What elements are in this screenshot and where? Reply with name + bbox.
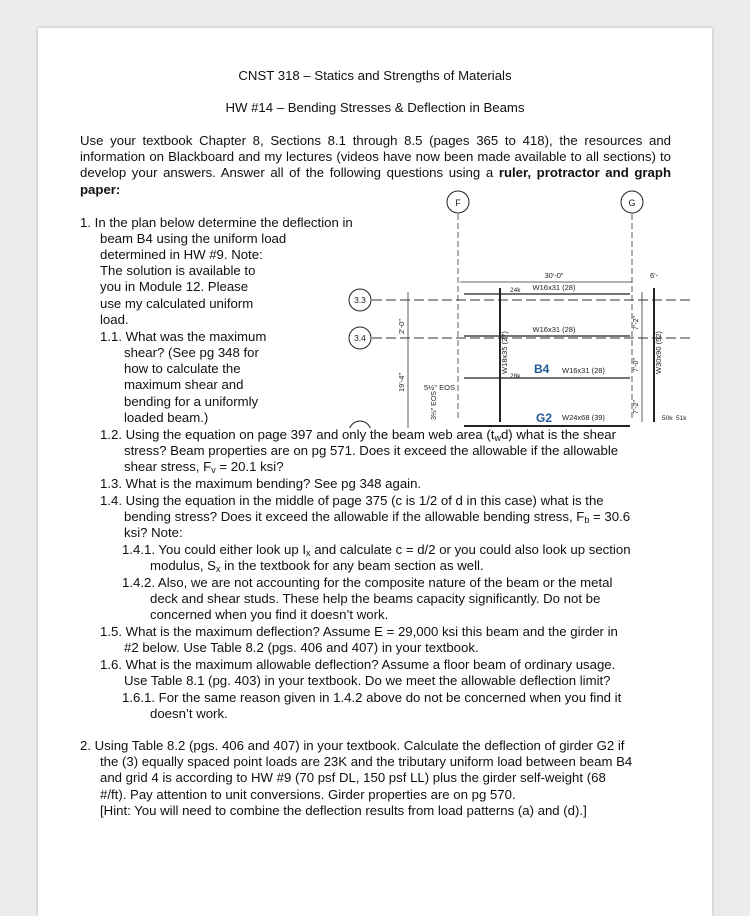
dim-7b-label: 7'-0": [633, 358, 640, 372]
q1-6-line-1: 1.6. What is the maximum allowable deflection? Assume a floor beam of ordinary usage.: [100, 657, 616, 672]
rxn-50-label: 50k: [662, 415, 673, 422]
svg-text:3.3: 3.3: [354, 295, 366, 305]
column-left-size: W18x35 (27): [500, 331, 509, 374]
dim-6-label: 6'-: [650, 271, 659, 280]
grid-bubble-g: [621, 191, 643, 213]
q1-1-line-2: shear? (See pg 348 for: [124, 345, 259, 360]
q1-4-line-3: ksi? Note:: [124, 525, 183, 540]
rxn-51-label: 51k: [676, 415, 687, 422]
dim-2-label: 2'-0": [397, 319, 406, 334]
beam-b4-label: B4: [534, 362, 550, 376]
q1-4-line-2: bending stress? Does it exceed the allowable if the allowable bending stress, $F_b = 30.6$: [124, 509, 631, 525]
dim-30-label: 30'-0": [544, 271, 564, 280]
q2-line-2: the (3) equally spaced point loads are 23K and the tributary uniform load between beam B4: [100, 754, 633, 769]
q1-1-line-6: loaded beam.): [124, 410, 209, 425]
dim-7c-label: 7'-2": [633, 400, 640, 414]
intro-paragraph: Use your textbook Chapter 8, Sections 8.1 through 8.5 (pages 365 to 418), the resources and information on Blackboard and my lectures (videos have now been made available to all sections) to develop your answers. Answer all of the following questions using a ruler, protractor and graph paper:: [80, 133, 672, 197]
q2-line-3: and grid 4 is according to HW #9 (70 psf DL, 150 psf LL) plus the girder self-weight (68: [100, 770, 606, 785]
q1-line-2: beam B4 using the uniform load: [100, 231, 287, 246]
q1-3-line: 1.3. What is the maximum bending? See pg 348 again.: [100, 476, 422, 491]
svg-text:F: F: [455, 198, 461, 208]
dim-19-label: 19'-4": [397, 372, 406, 392]
q1-line-3: determined in HW #9. Note:: [100, 247, 263, 262]
grid-bubble-f: [447, 191, 469, 213]
q1-2-line-3: shear stress, $F_v = 20.1$ ksi?: [124, 459, 284, 475]
dim-7a-label: 7'-2": [633, 316, 640, 330]
q1-line-5: you in Module 12. Please: [100, 279, 249, 294]
hw-title: HW #14 – Bending Stresses & Deflection in Beams: [225, 100, 525, 115]
q1-4-2-line-2: deck and shear studs. These help the beams capacity significantly. Do not be: [150, 591, 601, 606]
eos-label-2: 3½" EOS: [431, 391, 438, 420]
grid-bubble-3-4: [349, 327, 371, 349]
beam-b4-size: W16x31 (28): [562, 366, 605, 375]
svg-text:4: [358, 427, 363, 428]
svg-text:G: G: [628, 198, 636, 208]
q1-4-2-line-1: 1.4.2. Also, we are not accounting for the composite nature of the beam or the metal: [122, 575, 613, 590]
q1-5-line-2: #2 below. Use Table 8.2 (pgs. 406 and 407) in your textbook.: [124, 640, 479, 655]
rxn-28-label: 28k: [510, 373, 521, 380]
q1-1-line-4: maximum shear and: [124, 377, 244, 392]
beam-mid-size: W16x31 (28): [532, 325, 576, 334]
intro-bold: ruler, protractor and graph paper:: [80, 165, 672, 197]
svg-text:3.4: 3.4: [354, 333, 366, 343]
q2-line-5: [Hint: You will need to combine the deflection results from load patterns (a) and (d).]: [100, 803, 587, 818]
q1-1-line-5: bending for a uniformly: [124, 394, 259, 409]
q1-2-line-1: 1.2. Using the equation on page 397 and only the beam web area $(t_wd)$ what is the shear: [100, 427, 617, 443]
rxn-24-label: 24k: [510, 287, 521, 294]
q1-4-line-1: 1.4. Using the equation in the middle of page 375 (c is 1/2 of d in this case) what is the: [100, 493, 604, 508]
q1-6-1-line-2: doesn’t work.: [150, 706, 228, 721]
grid-bubble-4: [349, 421, 371, 428]
q1-4-2-line-3: concerned when you find it doesn’t work.: [150, 607, 389, 622]
beam-top-size: W16x31 (28): [532, 283, 576, 292]
q1-5-line-1: 1.5. What is the maximum deflection? Assume E = 29,000 ksi this beam and the girder in: [100, 624, 618, 639]
document-page: [38, 28, 712, 916]
q2-line-1: 2. Using Table 8.2 (pgs. 406 and 407) in your textbook. Calculate the deflection of girder G2 if: [80, 738, 625, 753]
q1-line-6: use my calculated uniform: [100, 296, 254, 311]
girder-g2-label: G2: [536, 411, 553, 425]
q1-6-line-2: Use Table 8.1 (pg. 403) in your textbook. Do we meet the allowable deflection limit?: [124, 673, 611, 688]
girder-g2-size: W24x68 (39): [562, 413, 605, 422]
q1-6-1-line-1: 1.6.1. For the same reason given in 1.4.2 above do not be concerned when you find it: [122, 690, 622, 705]
eos-label-1: 5½" EOS: [424, 383, 456, 392]
q1-2-line-2: stress? Beam properties are on pg 571. Does it exceed the allowable if the allowable: [124, 443, 619, 458]
grid-bubble-3-3: [349, 289, 371, 311]
q1-4-1-line-2: modulus, $S_x$ in the textbook for any beam section as well.: [150, 558, 484, 574]
q1-line-1: 1. In the plan below determine the deflection in: [80, 215, 353, 230]
q2-line-4: #/ft). Pay attention to unit conversions. Girder properties are on pg 570.: [100, 787, 516, 802]
q1-line-7: load.: [100, 312, 129, 327]
q1-line-4: The solution is available to: [100, 263, 256, 278]
course-title: CNST 318 – Statics and Strengths of Materials: [238, 68, 512, 83]
q1-4-1-line-1: 1.4.1. You could either look up $I_x$ and calculate c = d/2 or you could also look up section: [122, 542, 631, 558]
framing-plan: [304, 188, 694, 428]
column-right-size: W30x90 (52): [654, 331, 663, 374]
q1-1-line-1: 1.1. What was the maximum: [100, 329, 267, 344]
q1-1-line-3: how to calculate the: [124, 361, 241, 376]
